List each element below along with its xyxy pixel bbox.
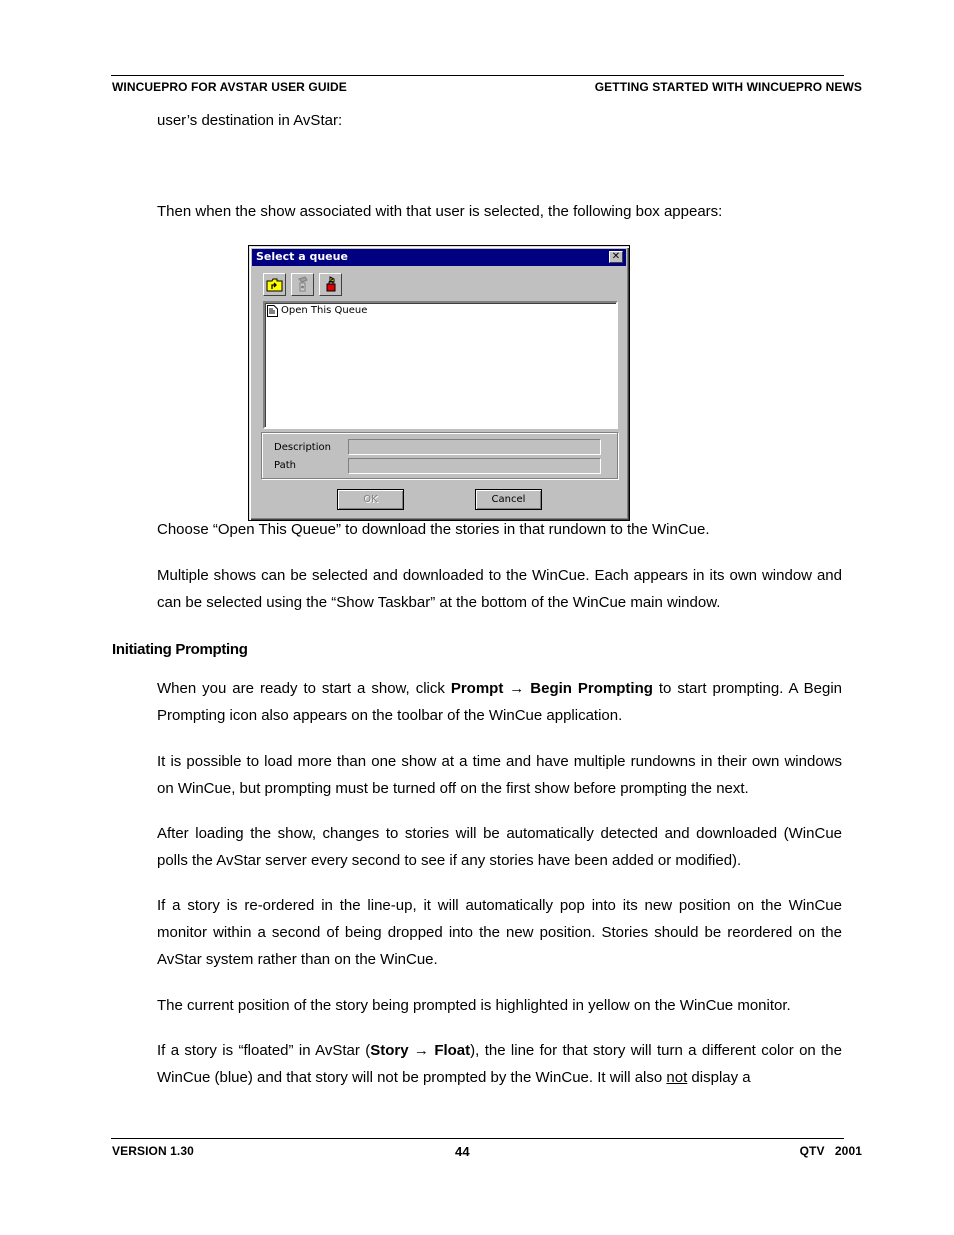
text-run: When you are ready to start a show, click (157, 680, 451, 697)
server-button[interactable] (291, 273, 314, 296)
paragraph-multiple-shows: Multiple shows can be selected and downloaded to the WinCue. Each appears in its own window and can be selected using the “Show Taskbar” at the bottom of the WinCue main window. (157, 567, 842, 611)
menu-begin-prompting: Begin Prompting (530, 680, 653, 697)
page-number: 44 (455, 1144, 470, 1159)
section-heading: Initiating Prompting (112, 641, 248, 658)
document-icon (267, 305, 278, 317)
arrow-glyph: → (503, 680, 531, 697)
path-label: Path (274, 460, 296, 471)
header-right: GETTING STARTED WITH WINCUEPRO NEWS (594, 80, 862, 94)
paragraph-destination: user’s destination in AvStar: (157, 112, 343, 129)
paragraph-auto-detect: After loading the show, changes to stories will be automatically detected and downloaded (WinCue polls the AvStar server every second to see if any stories have been added or modified). (157, 825, 842, 869)
lock-icon (322, 276, 339, 293)
paragraph-reorder: If a story is re-ordered in the line-up, it will automatically pop into its new position on the WinCue monitor within a second of being dropped into the new position. Stories should be reordered on the AvStar system rather than on the WinCue. (157, 897, 842, 968)
dialog-title: Select a queue (256, 250, 348, 263)
queue-details-group (261, 432, 618, 479)
underlined-not: not (666, 1069, 688, 1086)
text-run: ), the line for that story will turn a different color on the WinCue (blue) and that story will not be prompted by the WinCue. It will also (157, 1042, 842, 1086)
description-label: Description (274, 442, 331, 453)
paragraph-floated (157, 1037, 842, 1091)
up-folder-button[interactable] (263, 273, 286, 296)
footer-rule (111, 1138, 844, 1139)
footer-version: VERSION 1.30 (112, 1144, 194, 1158)
paragraph-show-selected: Then when the show associated with that user is selected, the following box appears: (157, 203, 723, 220)
paragraph-open-queue: Choose “Open This Queue” to download the stories in that rundown to the WinCue. (157, 521, 710, 538)
description-field (348, 439, 601, 455)
header-left: WINCUEPRO FOR AVSTAR USER GUIDE (112, 80, 347, 94)
text-run: display a (687, 1069, 751, 1086)
menu-float: Float (434, 1042, 471, 1059)
paragraph-highlight: The current position of the story being prompted is highlighted in yellow on the WinCue monitor. (157, 997, 791, 1014)
up-folder-icon (266, 276, 283, 293)
arrow-glyph: → (408, 1042, 435, 1059)
text-run: to start prompting. A Begin Prompting icon also appears on the toolbar of the WinCue application. (157, 680, 843, 724)
menu-story: Story (370, 1042, 409, 1059)
paragraph-start-prompting (157, 675, 842, 729)
server-icon (294, 276, 311, 293)
dialog-titlebar (252, 249, 626, 266)
ok-button[interactable]: OK (337, 489, 404, 510)
menu-prompt: Prompt (450, 680, 504, 697)
select-queue-dialog (248, 245, 630, 521)
path-field (348, 458, 601, 474)
footer-right: QTV 2001 (799, 1144, 862, 1158)
text-run: If a story is “floated” in AvStar ( (157, 1042, 371, 1059)
lock-button[interactable] (319, 273, 342, 296)
queue-list[interactable] (263, 301, 618, 429)
list-item-label: Open This Queue (281, 305, 368, 316)
close-button[interactable]: ✕ (609, 251, 623, 263)
list-item[interactable] (267, 305, 367, 317)
cancel-button[interactable]: Cancel (475, 489, 542, 510)
paragraph-multiple-rundowns: It is possible to load more than one show at a time and have multiple rundowns in their own windows on WinCue, but prompting must be turned off on the first show before prompting the next. (157, 753, 842, 797)
header-rule (111, 75, 844, 76)
